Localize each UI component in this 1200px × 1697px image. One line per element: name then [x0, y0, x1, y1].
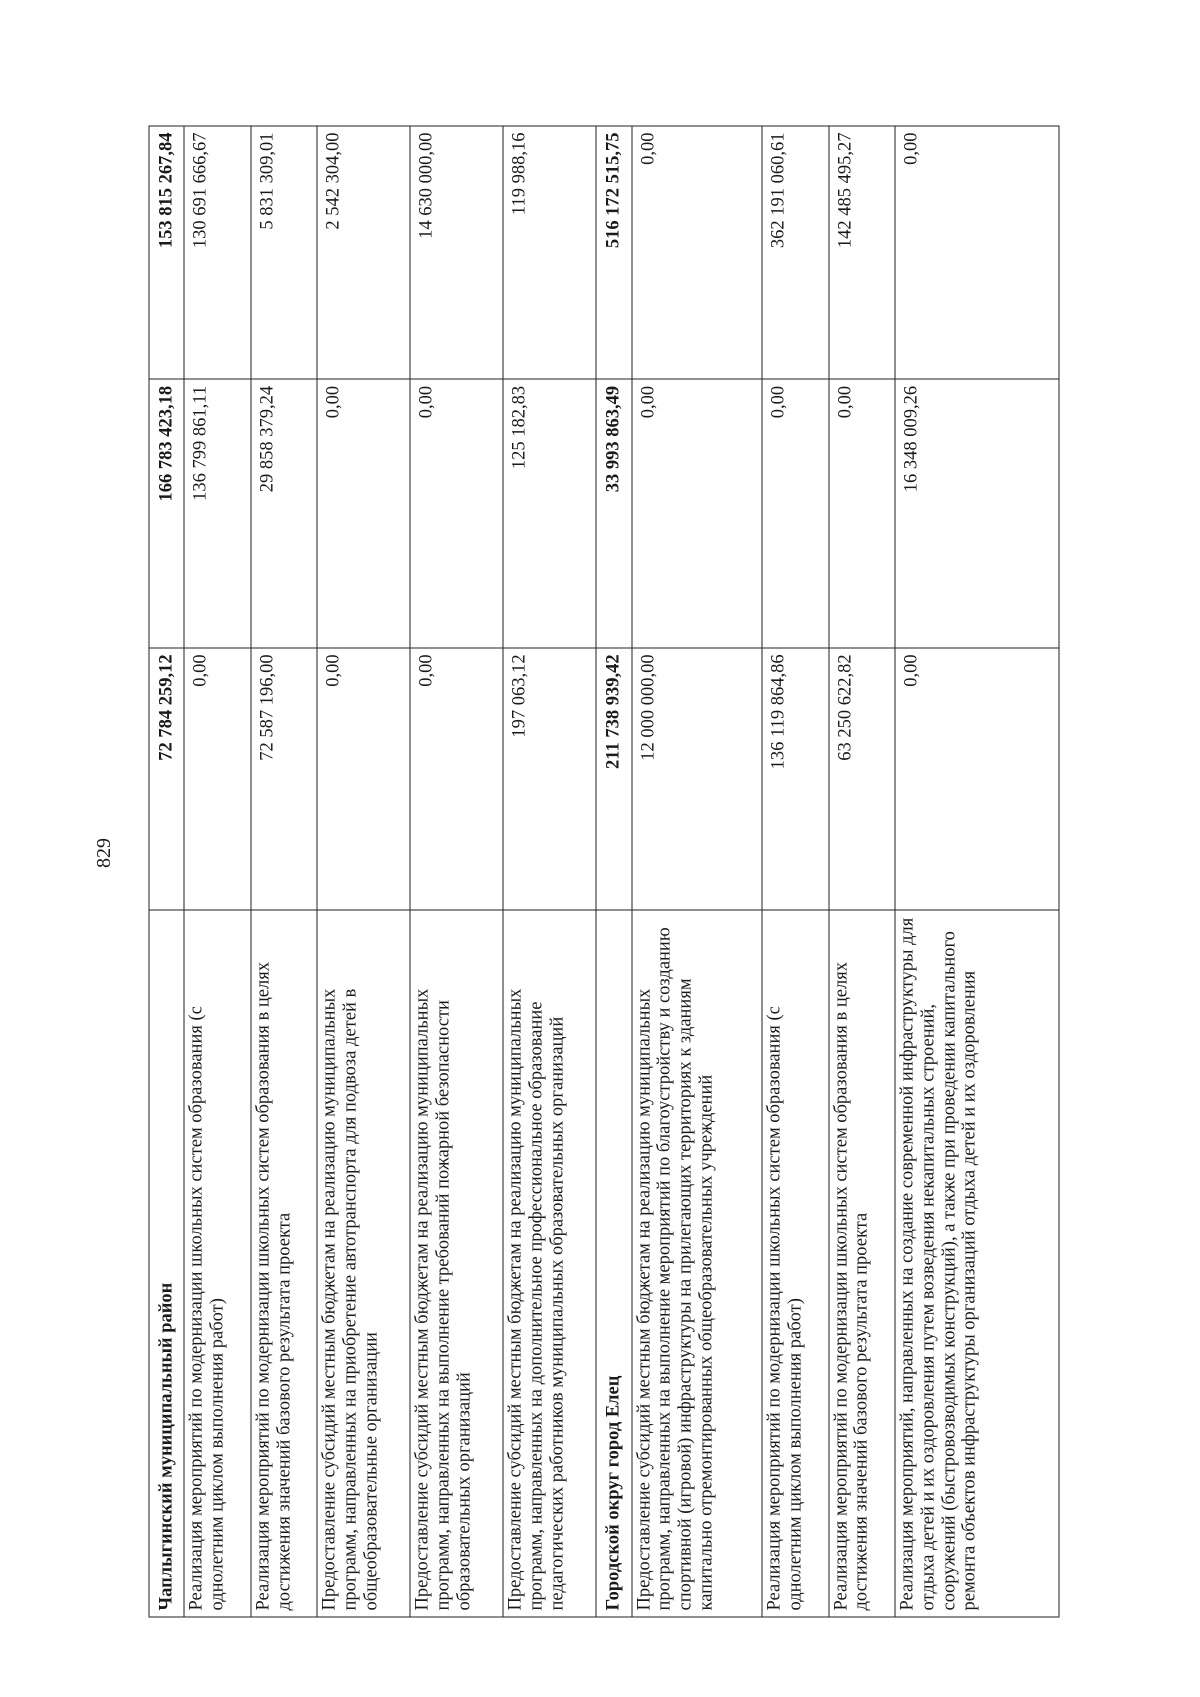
row-value-3: 0,00 [895, 126, 1059, 379]
rotated-table-frame [149, 125, 1060, 1617]
row-description: Городской округ город Елец [596, 910, 631, 1617]
row-description: Предоставление субсидий местным бюджетам на реализацию муниципальных программ, направленных на приобретение автотранспорта для подвоза детей в общеобразовательные организации [317, 910, 410, 1617]
row-value-3: 516 172 515,75 [596, 126, 631, 379]
row-value-2: 0,00 [632, 379, 763, 648]
row-value-2: 166 783 423,18 [149, 379, 184, 648]
row-value-2: 136 799 861,11 [184, 379, 250, 648]
row-value-1: 63 250 622,82 [829, 647, 895, 909]
row-description: Предоставление субсидий местным бюджетам на реализацию муниципальных программ, направленных на выполнение мероприятий по благоустройству и созданию спортивной (игровой) инфраструктуры на прилегающих территориях к зданиям капитально отремонтированных общеобразовательных учреждений [632, 910, 763, 1617]
row-value-1: 0,00 [184, 647, 250, 909]
row-value-3: 5 831 309,01 [251, 126, 317, 379]
row-description: Предоставление субсидий местным бюджетам на реализацию муниципальных программ, направленных на дополнительное профессиональное образование педагогических работников муниципальных образовательных организаций [503, 910, 596, 1617]
row-value-1: 72 784 259,12 [149, 647, 184, 909]
row-value-2: 29 858 379,24 [251, 379, 317, 648]
row-value-2: 0,00 [762, 379, 828, 648]
row-value-2: 33 993 863,49 [596, 379, 631, 648]
row-value-1: 0,00 [410, 647, 503, 909]
row-value-2: 125 182,83 [503, 379, 596, 648]
row-value-1: 0,00 [317, 647, 410, 909]
table-row [149, 126, 184, 1617]
page-number: 829 [93, 838, 115, 868]
row-value-3: 0,00 [632, 126, 763, 379]
table-row [829, 126, 895, 1617]
row-value-1: 197 063,12 [503, 647, 596, 909]
table-row [632, 126, 763, 1617]
table-row [503, 126, 596, 1617]
row-value-1: 136 119 864,86 [762, 647, 828, 909]
budget-table [149, 125, 1060, 1617]
table-row [762, 126, 828, 1617]
row-value-3: 2 542 304,00 [317, 126, 410, 379]
row-value-2: 0,00 [410, 379, 503, 648]
row-value-3: 130 691 666,67 [184, 126, 250, 379]
row-value-2: 16 348 009,26 [895, 379, 1059, 648]
table-row [251, 126, 317, 1617]
row-value-3: 119 988,16 [503, 126, 596, 379]
row-value-1: 12 000 000,00 [632, 647, 763, 909]
row-description: Предоставление субсидий местным бюджетам на реализацию муниципальных программ, направленных на выполнение требований пожарной безопасности образовательных организаций [410, 910, 503, 1617]
row-value-3: 153 815 267,84 [149, 126, 184, 379]
row-value-3: 14 630 000,00 [410, 126, 503, 379]
row-value-1: 211 738 939,42 [596, 647, 631, 909]
table-row [184, 126, 250, 1617]
row-value-1: 72 587 196,00 [251, 647, 317, 909]
row-description: Чаплыгинский муниципальный район [149, 910, 184, 1617]
row-value-2: 0,00 [317, 379, 410, 648]
row-description: Реализация мероприятий по модернизации школьных систем образования в целях достижения значений базового результата проекта [251, 910, 317, 1617]
table-row [410, 126, 503, 1617]
row-value-3: 362 191 060,61 [762, 126, 828, 379]
row-value-1: 0,00 [895, 647, 1059, 909]
row-description: Реализация мероприятий, направленных на создание современной инфраструктуры для отдыха детей и их оздоровления путем возведения некапитальных строений, сооружений (быстровозводимых конструкций), а также при проведении капитального ремонта объектов инфраструктуры организаций отдыха детей и их оздоровления [895, 910, 1059, 1617]
table-row [895, 126, 1059, 1617]
table-row [317, 126, 410, 1617]
row-description: Реализация мероприятий по модернизации школьных систем образования (с однолетним циклом выполнения работ) [184, 910, 250, 1617]
table-row [596, 126, 631, 1617]
row-description: Реализация мероприятий по модернизации школьных систем образования (с однолетним циклом выполнения работ) [762, 910, 828, 1617]
row-description: Реализация мероприятий по модернизации школьных систем образования в целях достижения значений базового результата проекта [829, 910, 895, 1617]
row-value-3: 142 485 495,27 [829, 126, 895, 379]
row-value-2: 0,00 [829, 379, 895, 648]
